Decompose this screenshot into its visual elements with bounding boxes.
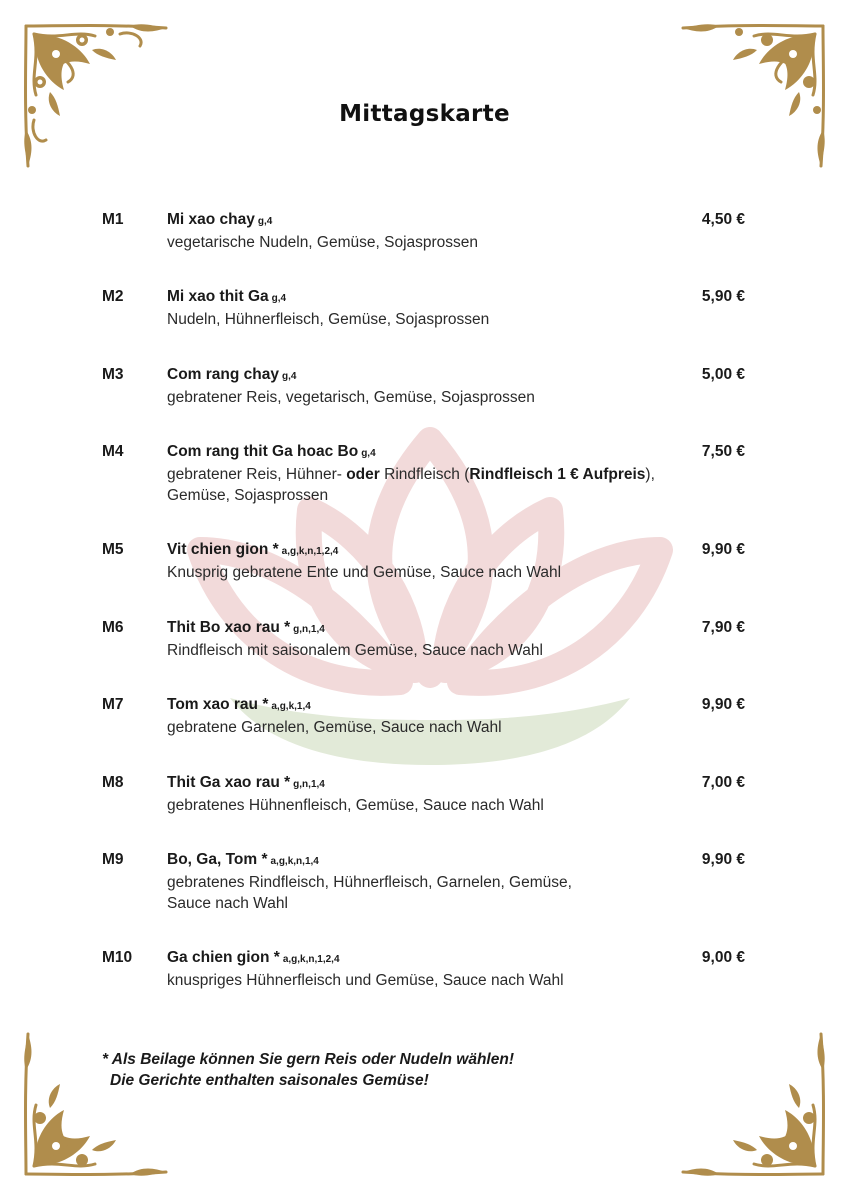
item-code: M9 <box>102 851 124 868</box>
item-name: Mi xao chay g,4 <box>167 211 273 228</box>
ornament-top-left <box>20 20 170 170</box>
ornament-top-right <box>679 20 829 170</box>
item-description: vegetarische Nudeln, Gemüse, Sojasprossen <box>167 234 479 251</box>
item-code: M5 <box>102 541 124 558</box>
allergen-codes: g,n,1,4 <box>293 624 325 635</box>
item-name: Com rang thit Ga hoac Bo g,4 <box>167 443 376 460</box>
allergen-codes: g,4 <box>361 448 376 459</box>
item-name: Ga chien gion * a,g,k,n,1,2,4 <box>167 949 340 966</box>
item-code: M6 <box>102 619 124 636</box>
item-name: Com rang chay g,4 <box>167 366 297 383</box>
allergen-codes: g,4 <box>271 293 287 304</box>
item-description: knuspriges Hühnerfleisch und Gemüse, Sauce nach Wahl <box>167 972 564 989</box>
item-price: 7,50 € <box>701 443 745 460</box>
footer-line-1: * Als Beilage können Sie gern Reis oder Nudeln wählen! <box>102 1051 514 1068</box>
item-description: gebratenes Hühnenfleisch, Gemüse, Sauce nach Wahl <box>167 797 544 814</box>
allergen-codes: g,4 <box>281 371 297 382</box>
item-price: 9,00 € <box>701 949 745 966</box>
item-price: 9,90 € <box>701 851 745 868</box>
item-name: Bo, Ga, Tom * a,g,k,n,1,4 <box>167 851 319 868</box>
item-description: Nudeln, Hühnerfleisch, Gemüse, Sojasprossen <box>167 311 490 328</box>
item-code: M1 <box>102 211 124 228</box>
item-price: 7,00 € <box>701 774 745 791</box>
allergen-codes: a,g,k,n,1,2,4 <box>282 954 340 965</box>
footer-line-2: Die Gerichte enthalten saisonales Gemüse! <box>110 1072 429 1089</box>
item-code: M2 <box>102 288 124 305</box>
item-description: Rindfleisch mit saisonalem Gemüse, Sauce nach Wahl <box>167 642 543 659</box>
item-description: gebratener Reis, Hühner- oder Rindfleisch (Rindfleisch 1 € Aufpreis), Gemüse, Sojasprossen <box>167 466 655 504</box>
item-description: gebratenes Rindfleisch, Hühnerfleisch, Garnelen, Gemüse, Sauce nach Wahl <box>167 874 572 912</box>
allergen-codes: a,g,k,n,1,2,4 <box>281 546 339 557</box>
item-price: 7,90 € <box>701 619 745 636</box>
item-code: M8 <box>102 774 124 791</box>
item-price: 4,50 € <box>701 211 745 228</box>
item-price: 9,90 € <box>701 696 745 713</box>
allergen-codes: g,4 <box>257 216 273 227</box>
item-code: M3 <box>102 366 124 383</box>
item-code: M10 <box>102 949 133 966</box>
item-name: Mi xao thit Ga g,4 <box>167 288 287 305</box>
item-description: Knusprig gebratene Ente und Gemüse, Sauce nach Wahl <box>167 564 562 581</box>
item-description: gebratener Reis, vegetarisch, Gemüse, Sojasprossen <box>167 389 535 406</box>
footer-note <box>102 1049 514 1091</box>
item-description: gebratene Garnelen, Gemüse, Sauce nach Wahl <box>167 719 502 736</box>
allergen-codes: a,g,k,n,1,4 <box>270 856 319 867</box>
item-name: Vit chien gion * a,g,k,n,1,2,4 <box>167 541 339 558</box>
item-price: 5,00 € <box>701 366 745 383</box>
item-code: M4 <box>102 443 124 460</box>
item-name: Tom xao rau * a,g,k,1,4 <box>167 696 311 713</box>
item-price: 5,90 € <box>701 288 745 305</box>
page-title: Mittagskarte <box>339 101 510 127</box>
item-name: Thit Bo xao rau * g,n,1,4 <box>167 619 325 636</box>
allergen-codes: a,g,k,1,4 <box>271 701 311 712</box>
allergen-codes: g,n,1,4 <box>293 779 325 790</box>
item-code: M7 <box>102 696 124 713</box>
item-price: 9,90 € <box>701 541 745 558</box>
ornament-bottom-right <box>679 1030 829 1180</box>
item-name: Thit Ga xao rau * g,n,1,4 <box>167 774 325 791</box>
